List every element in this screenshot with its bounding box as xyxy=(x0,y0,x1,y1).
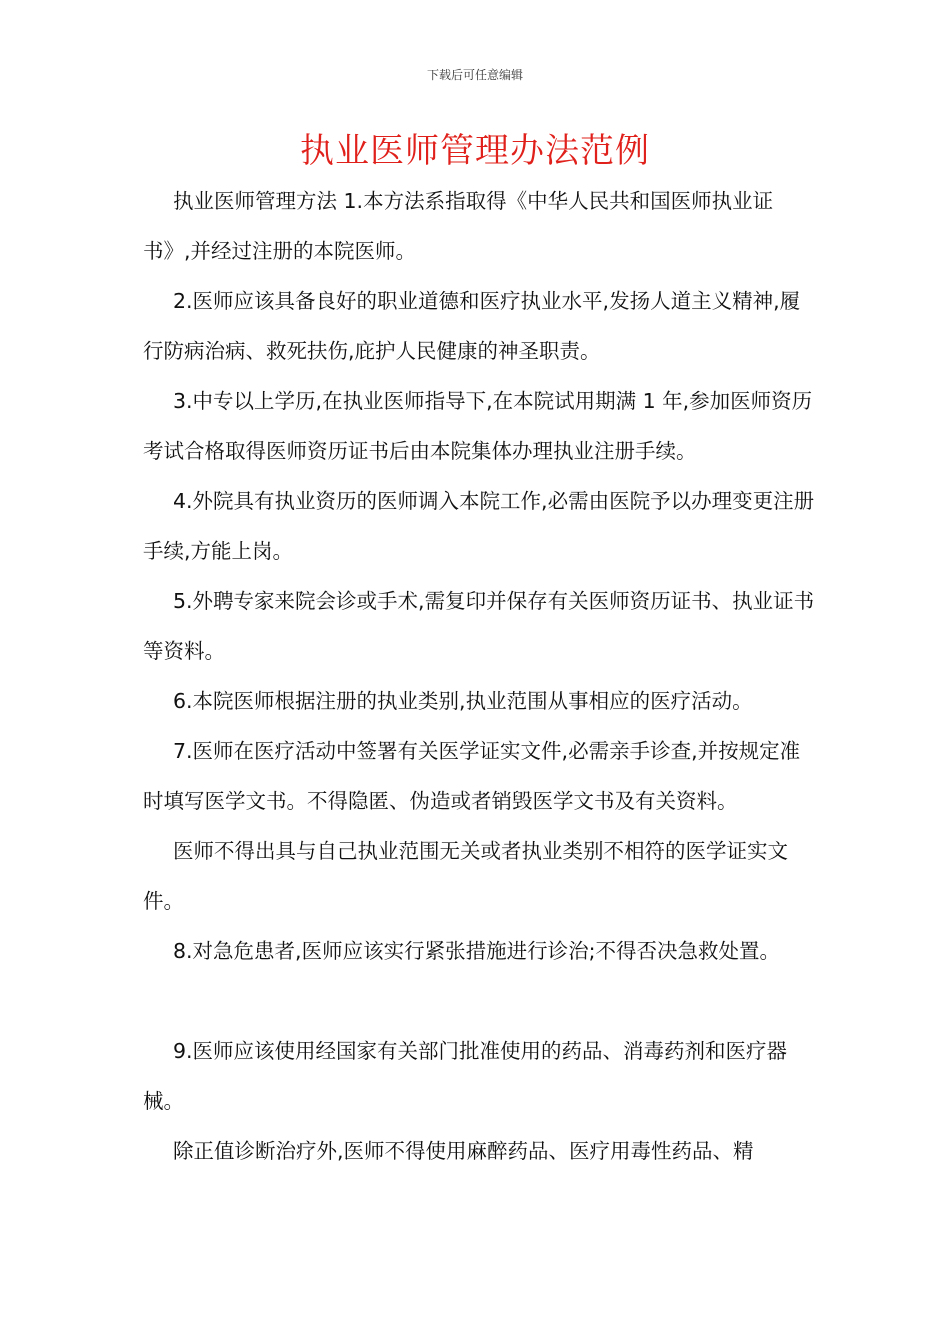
paragraph-10: 9.医师应该使用经国家有关部门批准使用的药品、消毒药剂和医疗器械。 xyxy=(143,1039,788,1113)
paragraph-8: 医师不得出具与自己执业范围无关或者执业类别不相符的医学证实文件。 xyxy=(143,839,788,913)
document-title: 执业医师管理办法范例 xyxy=(300,131,650,171)
paragraph-11: 除正值诊断治疗外,医师不得使用麻醉药品、医疗用毒性药品、精 xyxy=(173,1139,754,1163)
paragraph-6: 6.本院医师根据注册的执业类别,执业范围从事相应的医疗活动。 xyxy=(173,689,753,713)
paragraph-1: 执业医师管理方法 1.本方法系指取得《中华人民共和国医师执业证书》,并经过注册的本院医师。 xyxy=(143,189,774,263)
paragraph-9: 8.对急危患者,医师应该实行紧张措施进行诊治;不得否决急救处置。 xyxy=(173,939,780,963)
paragraph-2: 2.医师应该具备良好的职业道德和医疗执业水平,发扬人道主义精神,履行防病治病、救死扶伤,庇护人民健康的神圣职责。 xyxy=(143,289,801,363)
paragraph-7: 7.医师在医疗活动中签署有关医学证实文件,必需亲手诊查,并按规定准时填写医学文书。不得隐匿、伪造或者销毁医学文书及有关资料。 xyxy=(143,739,801,813)
paragraph-4: 4.外院具有执业资历的医师调入本院工作,必需由医院予以办理变更注册手续,方能上岗。 xyxy=(143,489,815,563)
paragraph-5: 5.外聘专家来院会诊或手术,需复印并保存有关医师资历证书、执业证书等资料。 xyxy=(143,589,815,663)
document-body xyxy=(143,176,819,1176)
paragraph-3: 3.中专以上学历,在执业医师指导下,在本院试用期满 1 年,参加医师资历考试合格取得医师资历证书后由本院集体办理执业注册手续。 xyxy=(143,389,813,463)
header-note: 下载后可任意编辑 xyxy=(426,68,523,82)
